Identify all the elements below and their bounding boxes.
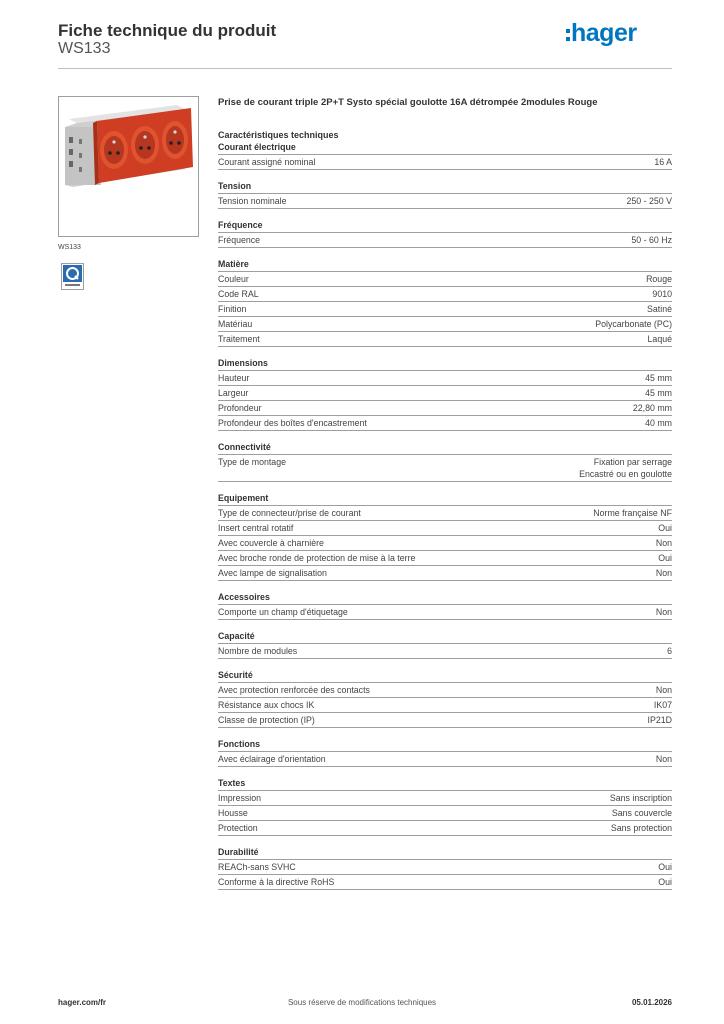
spec-value: 45 mm bbox=[645, 373, 672, 383]
spec-label: Fréquence bbox=[218, 235, 261, 245]
spec-rows bbox=[218, 751, 672, 767]
spec-row bbox=[218, 316, 672, 331]
spec-value: Sans protection bbox=[610, 823, 672, 833]
spec-label: Protection bbox=[218, 823, 258, 833]
spec-value: Non bbox=[655, 568, 672, 578]
socket-illustration bbox=[59, 97, 198, 236]
footer-note-wrap bbox=[0, 998, 724, 1007]
spec-value: 16 A bbox=[654, 157, 672, 167]
spec-group bbox=[218, 492, 672, 581]
spec-value: Polycarbonate (PC) bbox=[595, 319, 672, 329]
spec-label: Avec protection renforcée des contacts bbox=[218, 685, 370, 695]
spec-group-title: Connectivité bbox=[218, 442, 271, 452]
spec-groups bbox=[218, 141, 672, 890]
spec-value: Fixation par serrage Encastré ou en goulotte bbox=[579, 457, 672, 479]
spec-value: 9010 bbox=[652, 289, 672, 299]
spec-label: Avec éclairage d'orientation bbox=[218, 754, 326, 764]
spec-rows bbox=[218, 505, 672, 581]
spec-label: Profondeur bbox=[218, 403, 262, 413]
spec-group bbox=[218, 591, 672, 620]
footer-website[interactable]: hager.com/fr bbox=[58, 998, 107, 1007]
spec-label: Classe de protection (IP) bbox=[218, 715, 315, 725]
spec-row bbox=[218, 712, 672, 728]
spec-group-title: Matière bbox=[218, 259, 249, 269]
spec-label: Code RAL bbox=[218, 289, 259, 299]
spec-label: Largeur bbox=[218, 388, 249, 398]
footer-note: Sous réserve de modifications techniques bbox=[287, 998, 437, 1007]
section-title: Caractéristiques techniques bbox=[218, 130, 339, 140]
spec-value: Oui bbox=[658, 553, 672, 563]
spec-value: 250 - 250 V bbox=[626, 196, 672, 206]
spec-label: Housse bbox=[218, 808, 248, 818]
spec-row bbox=[218, 805, 672, 820]
spec-group bbox=[218, 846, 672, 890]
spec-group-title: Dimensions bbox=[218, 358, 268, 368]
footer-date: 05.01.2026 bbox=[631, 998, 672, 1007]
spec-value: Sans inscription bbox=[609, 793, 672, 803]
spec-row bbox=[218, 790, 672, 805]
spec-label: Comporte un champ d'étiquetage bbox=[218, 607, 348, 617]
spec-value: 22,80 mm bbox=[632, 403, 672, 413]
spec-group-title: Fonctions bbox=[218, 739, 261, 749]
spec-row bbox=[218, 454, 672, 482]
spec-value: IP21D bbox=[647, 715, 672, 725]
spec-label: Résistance aux chocs IK bbox=[218, 700, 315, 710]
spec-group bbox=[218, 141, 672, 170]
spec-value: Satiné bbox=[647, 304, 672, 314]
spec-value: Sans couvercle bbox=[611, 808, 672, 818]
spec-group bbox=[218, 258, 672, 347]
spec-row bbox=[218, 550, 672, 565]
spec-label: Type de connecteur/prise de courant bbox=[218, 508, 361, 518]
spec-value: Oui bbox=[658, 862, 672, 872]
spec-label: Avec broche ronde de protection de mise à la terre bbox=[218, 553, 416, 563]
product-reference: WS133 bbox=[58, 40, 111, 57]
spec-label: Insert central rotatif bbox=[218, 523, 294, 533]
spec-label: REACh-sans SVHC bbox=[218, 862, 296, 872]
spec-rows bbox=[218, 193, 672, 209]
spec-group-title: Equipement bbox=[218, 493, 269, 503]
spec-label: Traitement bbox=[218, 334, 260, 344]
hager-logo bbox=[566, 18, 658, 48]
spec-group bbox=[218, 777, 672, 836]
main-content bbox=[218, 96, 672, 890]
spec-group bbox=[218, 357, 672, 431]
spec-label: Tension nominale bbox=[218, 196, 287, 206]
spec-rows bbox=[218, 271, 672, 347]
spec-value: 50 - 60 Hz bbox=[631, 235, 672, 245]
spec-group-title: Courant électrique bbox=[218, 142, 296, 152]
spec-group-title: Textes bbox=[218, 778, 246, 788]
brand-wordmark: hager bbox=[571, 19, 637, 47]
spec-label: Type de montage bbox=[218, 457, 286, 467]
spec-value: IK07 bbox=[653, 700, 672, 710]
spec-row bbox=[218, 820, 672, 836]
product-description: Prise de courant triple 2P+T Systo spécial goulotte 16A détrompée 2modules Rouge bbox=[218, 97, 598, 108]
spec-value: Non bbox=[655, 538, 672, 548]
spec-row bbox=[218, 751, 672, 767]
spec-rows bbox=[218, 154, 672, 170]
spec-group bbox=[218, 180, 672, 209]
spec-row bbox=[218, 232, 672, 248]
spec-value: Laqué bbox=[647, 334, 672, 344]
spec-row bbox=[218, 301, 672, 316]
spec-rows bbox=[218, 232, 672, 248]
spec-row bbox=[218, 400, 672, 415]
spec-row bbox=[218, 697, 672, 712]
product-image bbox=[58, 96, 199, 237]
spec-label: Impression bbox=[218, 793, 262, 803]
spec-label: Hauteur bbox=[218, 373, 250, 383]
spec-row bbox=[218, 286, 672, 301]
spec-rows bbox=[218, 370, 672, 431]
spec-rows bbox=[218, 790, 672, 836]
spec-row bbox=[218, 643, 672, 659]
spec-row bbox=[218, 271, 672, 286]
spec-value: Oui bbox=[658, 877, 672, 887]
spec-row bbox=[218, 682, 672, 697]
spec-value: Non bbox=[655, 754, 672, 764]
spec-group bbox=[218, 738, 672, 767]
spec-label: Courant assigné nominal bbox=[218, 157, 316, 167]
spec-row bbox=[218, 859, 672, 874]
spec-row bbox=[218, 604, 672, 620]
spec-row bbox=[218, 193, 672, 209]
spec-label: Profondeur des boîtes d'encastrement bbox=[218, 418, 367, 428]
spec-row bbox=[218, 331, 672, 347]
page-title: Fiche technique du produit bbox=[58, 21, 277, 40]
spec-label: Avec couvercle à charnière bbox=[218, 538, 324, 548]
quality-label-icon bbox=[61, 263, 84, 290]
spec-rows bbox=[218, 643, 672, 659]
spec-group-title: Sécurité bbox=[218, 670, 253, 680]
spec-rows bbox=[218, 859, 672, 890]
spec-value: Rouge bbox=[646, 274, 672, 284]
spec-value: Non bbox=[655, 685, 672, 695]
spec-label: Matériau bbox=[218, 319, 253, 329]
spec-value: Non bbox=[655, 607, 672, 617]
spec-rows bbox=[218, 682, 672, 728]
spec-row bbox=[218, 535, 672, 550]
spec-row bbox=[218, 520, 672, 535]
spec-group-title: Durabilité bbox=[218, 847, 259, 857]
spec-value: 6 bbox=[667, 646, 672, 656]
spec-row bbox=[218, 505, 672, 520]
spec-label: Conforme à la directive RoHS bbox=[218, 877, 335, 887]
spec-row bbox=[218, 370, 672, 385]
spec-row bbox=[218, 154, 672, 170]
spec-row bbox=[218, 874, 672, 890]
spec-value: 45 mm bbox=[645, 388, 672, 398]
header-divider bbox=[58, 68, 672, 69]
spec-label: Finition bbox=[218, 304, 247, 314]
spec-rows bbox=[218, 604, 672, 620]
spec-row bbox=[218, 415, 672, 431]
spec-group bbox=[218, 441, 672, 482]
spec-rows bbox=[218, 454, 672, 482]
spec-value: Oui bbox=[658, 523, 672, 533]
spec-group-title: Capacité bbox=[218, 631, 255, 641]
spec-label: Nombre de modules bbox=[218, 646, 298, 656]
spec-label: Avec lampe de signalisation bbox=[218, 568, 327, 578]
spec-group bbox=[218, 630, 672, 659]
spec-group bbox=[218, 669, 672, 728]
spec-value: 40 mm bbox=[645, 418, 672, 428]
spec-group-title: Accessoires bbox=[218, 592, 270, 602]
spec-row bbox=[218, 565, 672, 581]
spec-group-title: Fréquence bbox=[218, 220, 263, 230]
spec-label: Couleur bbox=[218, 274, 249, 284]
spec-group bbox=[218, 219, 672, 248]
spec-value: Norme française NF bbox=[593, 508, 672, 518]
spec-row bbox=[218, 385, 672, 400]
spec-group-title: Tension bbox=[218, 181, 252, 191]
image-caption: WS133 bbox=[58, 244, 81, 251]
